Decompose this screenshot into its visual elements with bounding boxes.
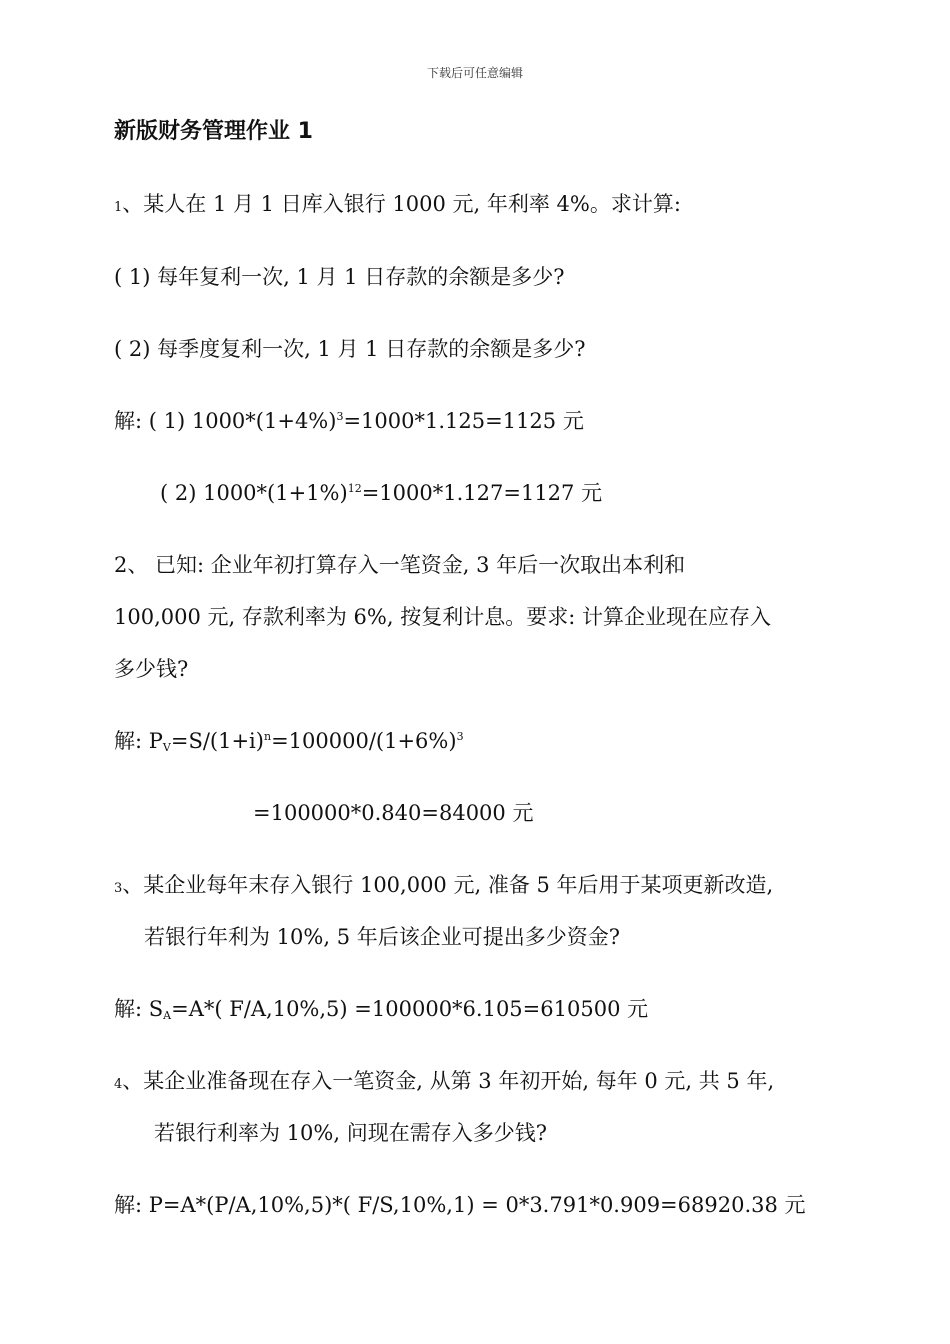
q2-sol-subscript: V — [162, 741, 171, 754]
q1-sol2-result: =1000*1.127=1127 元 — [361, 481, 603, 505]
q2-line1: 2、 已知: 企业年初打算存入一笔资金, 3 年后一次取出本利和 — [114, 553, 686, 577]
q4-line2: 若银行利率为 10%, 问现在需存入多少钱? — [154, 1121, 547, 1145]
q1-solution1 — [114, 407, 584, 435]
q2-sol-exponent-3: 3 — [456, 730, 464, 743]
q4-body: 、某企业准备现在存入一笔资金, 从第 3 年初开始, 每年 0 元, 共 5 年, — [122, 1069, 775, 1093]
q1-sol1-exponent: 3 — [336, 410, 344, 423]
q1-number: 1 — [114, 200, 123, 215]
q1-part1: ( 1) 每年复利一次, 1 月 1 日存款的余额是多少? — [114, 265, 565, 289]
q3-sol-lead: 解: S — [114, 997, 164, 1021]
q1-body: 、某人在 1 月 1 日库入银行 1000 元, 年利率 4%。求计算: — [122, 192, 681, 216]
q1-part2: ( 2) 每季度复利一次, 1 月 1 日存款的余额是多少? — [114, 337, 586, 361]
q1-sol2-lead: ( 2) 1000*(1+1%) — [160, 481, 348, 505]
q3-sol-formula: =A*( F/A,10%,5) =100000*6.105=610500 元 — [171, 997, 649, 1021]
document-title: 新版财务管理作业 1 — [114, 119, 313, 144]
q2-sol-lead: 解: P — [114, 729, 163, 753]
q1-text — [114, 190, 681, 222]
q1-sol1-result: =1000*1.125=1125 元 — [343, 409, 584, 433]
q1-sol2-exponent: 12 — [347, 482, 362, 495]
q2-solution — [114, 727, 464, 755]
q2-sol-value: =100000/(1+6%) — [271, 729, 457, 753]
q4-number: 4 — [114, 1077, 123, 1092]
q3-number: 3 — [114, 881, 123, 896]
q3-line1 — [114, 871, 773, 903]
q2-solution-line2: =100000*0.840=84000 元 — [253, 801, 534, 825]
q3-body: 、某企业每年末存入银行 100,000 元, 准备 5 年后用于某项更新改造, — [122, 873, 774, 897]
q2-line2: 100,000 元, 存款利率为 6%, 按复利计息。要求: 计算企业现在应存入 — [114, 605, 771, 629]
q4-solution: 解: P=A*(P/A,10%,5)*( F/S,10%,1) = 0*3.791*0.909=68920.38 元 — [114, 1193, 806, 1217]
header-note: 下载后可任意编辑 — [426, 66, 523, 80]
q1-solution2 — [160, 479, 602, 507]
q3-solution — [114, 995, 648, 1023]
q3-sol-subscript: A — [163, 1009, 172, 1022]
q2-sol-exponent-n: n — [263, 730, 272, 743]
q2-sol-formula: =S/(1+i) — [170, 729, 264, 753]
q3-line2: 若银行年利为 10%, 5 年后该企业可提出多少资金? — [144, 925, 620, 949]
q1-sol1-lead: 解: ( 1) 1000*(1+4%) — [114, 409, 337, 433]
q2-line3: 多少钱? — [114, 657, 189, 681]
q4-line1 — [114, 1067, 774, 1099]
